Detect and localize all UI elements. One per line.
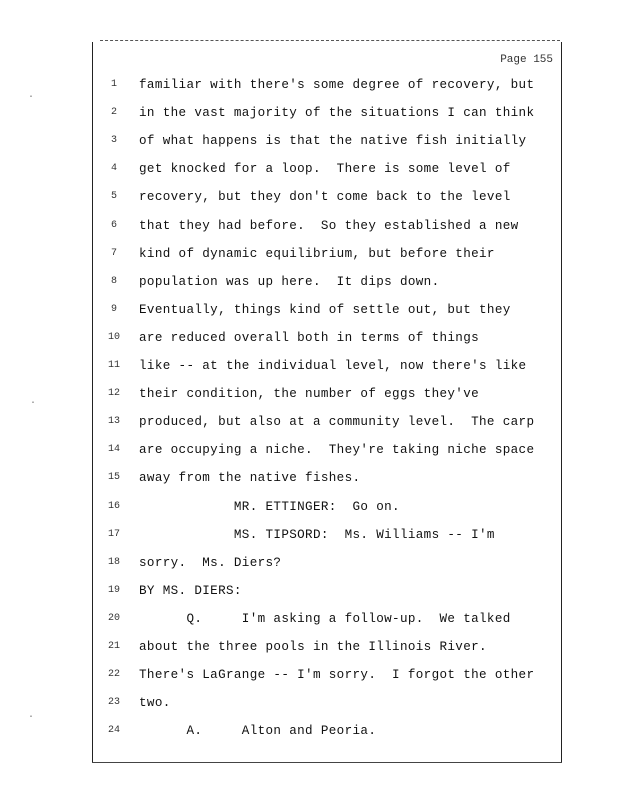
- line-text: familiar with there's some degree of recovery, but: [139, 78, 535, 92]
- line-number: 3: [110, 135, 117, 147]
- transcript-line: [93, 556, 561, 584]
- line-text: BY MS. DIERS:: [139, 583, 242, 598]
- line-text: are reduced overall both in terms of things: [139, 330, 480, 345]
- line-number: 23: [107, 697, 120, 709]
- transcript-line: [93, 331, 561, 359]
- line-number: 2: [110, 107, 117, 119]
- transcript-line: [93, 162, 561, 190]
- transcript-page: [92, 42, 562, 762]
- line-text: in the vast majority of the situations I can think: [139, 106, 535, 121]
- line-number: 4: [110, 163, 117, 175]
- line-number: 17: [107, 528, 120, 540]
- line-text: Q. I'm asking a follow-up. We talked: [139, 611, 511, 626]
- transcript-line: [93, 612, 561, 640]
- line-number: 16: [107, 500, 120, 512]
- transcript-line: [93, 134, 561, 162]
- transcript-line: [93, 247, 561, 275]
- transcript-line: [93, 500, 561, 528]
- line-text: MR. ETTINGER: Go on.: [139, 499, 400, 514]
- line-text: like -- at the individual level, now there's like: [139, 359, 527, 373]
- bottom-rule: [92, 762, 562, 763]
- line-text: Eventually, things kind of settle out, but they: [139, 302, 511, 317]
- line-text: MS. TIPSORD: Ms. Williams -- I'm: [139, 527, 495, 542]
- line-text: their condition, the number of eggs they've: [139, 387, 480, 402]
- transcript-line: [93, 78, 561, 106]
- line-text: population was up here. It dips down.: [139, 274, 440, 289]
- line-text: There's LaGrange -- I'm sorry. I forgot the other: [139, 668, 535, 683]
- line-number: 6: [110, 219, 117, 231]
- transcript-line: [93, 668, 561, 696]
- line-number: 15: [107, 472, 120, 484]
- transcript-line: [93, 106, 561, 134]
- line-text: of what happens is that the native fish initially: [139, 134, 527, 149]
- transcript-line: [93, 443, 561, 471]
- transcript-line: [93, 640, 561, 668]
- line-text: sorry. Ms. Diers?: [139, 555, 282, 570]
- line-number: 24: [107, 725, 120, 737]
- line-number: 22: [107, 669, 120, 681]
- line-number: 18: [107, 556, 120, 568]
- transcript-line: [93, 359, 561, 387]
- transcript-line: [93, 724, 561, 752]
- transcript-line: [93, 696, 561, 724]
- margin-mark: ·: [28, 712, 35, 723]
- transcript-line: [93, 219, 561, 247]
- line-number: 7: [110, 247, 117, 259]
- line-number: 8: [110, 275, 117, 287]
- transcript-line: [93, 528, 561, 556]
- line-text: that they had before. So they established a new: [139, 218, 519, 233]
- transcript-line: [93, 415, 561, 443]
- margin-mark: ·: [30, 398, 37, 409]
- line-text: get knocked for a loop. There is some level of: [139, 162, 511, 177]
- transcript-line: [93, 584, 561, 612]
- line-number: 11: [107, 360, 120, 371]
- transcript-line: [93, 275, 561, 303]
- line-number: 19: [107, 584, 120, 596]
- line-number: 9: [110, 303, 117, 315]
- line-text: recovery, but they don't come back to the level: [139, 190, 511, 205]
- line-text: kind of dynamic equilibrium, but before their: [139, 246, 495, 261]
- line-text: are occupying a niche. They're taking niche space: [139, 443, 535, 458]
- transcript-line: [93, 190, 561, 218]
- page-number: Page 155: [500, 54, 553, 66]
- line-number: 10: [107, 331, 120, 343]
- line-number: 21: [107, 641, 120, 652]
- transcript-line: [93, 387, 561, 415]
- line-number: 13: [107, 416, 120, 428]
- line-text: away from the native fishes.: [139, 471, 361, 486]
- line-number: 1: [110, 79, 117, 90]
- line-number: 5: [110, 191, 117, 203]
- transcript-line: [93, 303, 561, 331]
- line-text: about the three pools in the Illinois River.: [139, 640, 487, 654]
- line-text: produced, but also at a community level. The carp: [139, 415, 535, 430]
- transcript-line: [93, 471, 561, 499]
- line-number: 12: [107, 388, 120, 400]
- line-text: A. Alton and Peoria.: [139, 724, 377, 739]
- top-rule: [100, 40, 560, 41]
- line-text: two.: [139, 696, 171, 711]
- margin-mark: ·: [28, 92, 35, 103]
- line-number: 14: [107, 444, 120, 456]
- line-number: 20: [107, 612, 120, 624]
